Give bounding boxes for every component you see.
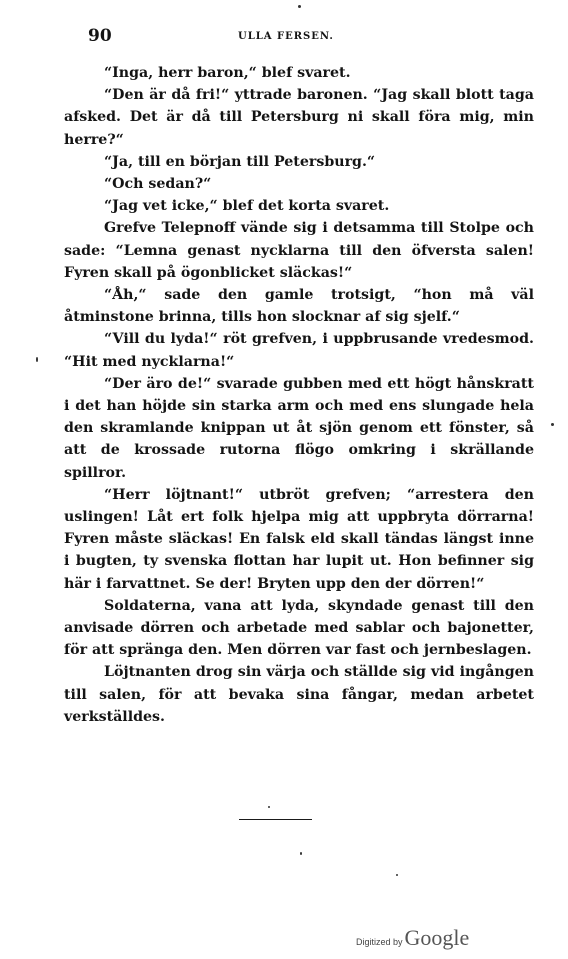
paragraph: “Herr löjtnant!“ utbröt grefven; “arrestera den uslingen! Låt ert folk hjelpa mig att uppbryta dörrarna! Fyren måste släckas! En falsk eld skall tändas längst inne i bugten, ty svenska flottan har lupit ut. Hon befinner sig här i farvattnet. Se der! Bryten upp den der dörren!“ [64, 486, 534, 592]
paragraph: “Åh,“ sade den gamle trotsigt, “hon må väl åtminstone brinna, tills hon slocknar af sig sjelf.“ [64, 287, 534, 326]
page-header [88, 26, 534, 52]
paragraph: Löjtnanten drog sin värja och ställde sig vid ingången till salen, för att bevaka sina fångar, medan arbetet verkställdes. [64, 664, 534, 725]
google-logo: Google [404, 925, 470, 950]
paragraph: Grefve Telepnoff vände sig i detsamma till Stolpe och sade: “Lemna genast nycklarna till den öfversta salen! Fyren skall på ögonblicket släckas!“ [64, 220, 534, 281]
paragraph: “Der äro de!“ svarade gubben med ett högt hånskratt i det han höjde sin starka arm och med ens slungade hela den skramlande knippan ut åt sjön genom ett fönster, så att de krossade rutorna flögo omkring i skrällande spillror. [64, 375, 534, 481]
paragraph: Soldaterna, vana att lyda, skyndade genast till den anvisade dörren och arbetade med sablar och bajonetter, för att spränga den. Men dörren var fast och jernbeslagen. [64, 597, 534, 659]
ink-speck [36, 357, 38, 362]
watermark-prefix: Digitized by [356, 937, 403, 947]
ink-speck [551, 423, 554, 426]
section-divider [239, 819, 312, 820]
paragraph: “Och sedan?“ [104, 176, 212, 193]
paragraph: “Den är då fri!“ yttrade baronen. “Jag skall blott taga afsked. Det är då till Petersburg ni skall föra mig, min herre?“ [64, 87, 534, 148]
page-number: 90 [88, 26, 112, 46]
paragraph: “Inga, herr baron,“ blef svaret. [104, 65, 351, 81]
paragraph: “Jag vet icke,“ blef det korta svaret. [104, 198, 390, 215]
ink-speck [396, 874, 398, 876]
paragraph: “Ja, till en början till Petersburg.“ [104, 153, 376, 170]
running-title: ULLA FERSEN. [238, 31, 334, 42]
body-text [64, 62, 534, 728]
digitization-watermark [356, 925, 469, 955]
ink-speck [268, 806, 270, 808]
ink-speck [300, 852, 302, 855]
ink-speck [298, 5, 301, 8]
paragraph: “Vill du lyda!“ röt grefven, i uppbrusande vredesmod. “Hit med nycklarna!“ [64, 331, 534, 370]
